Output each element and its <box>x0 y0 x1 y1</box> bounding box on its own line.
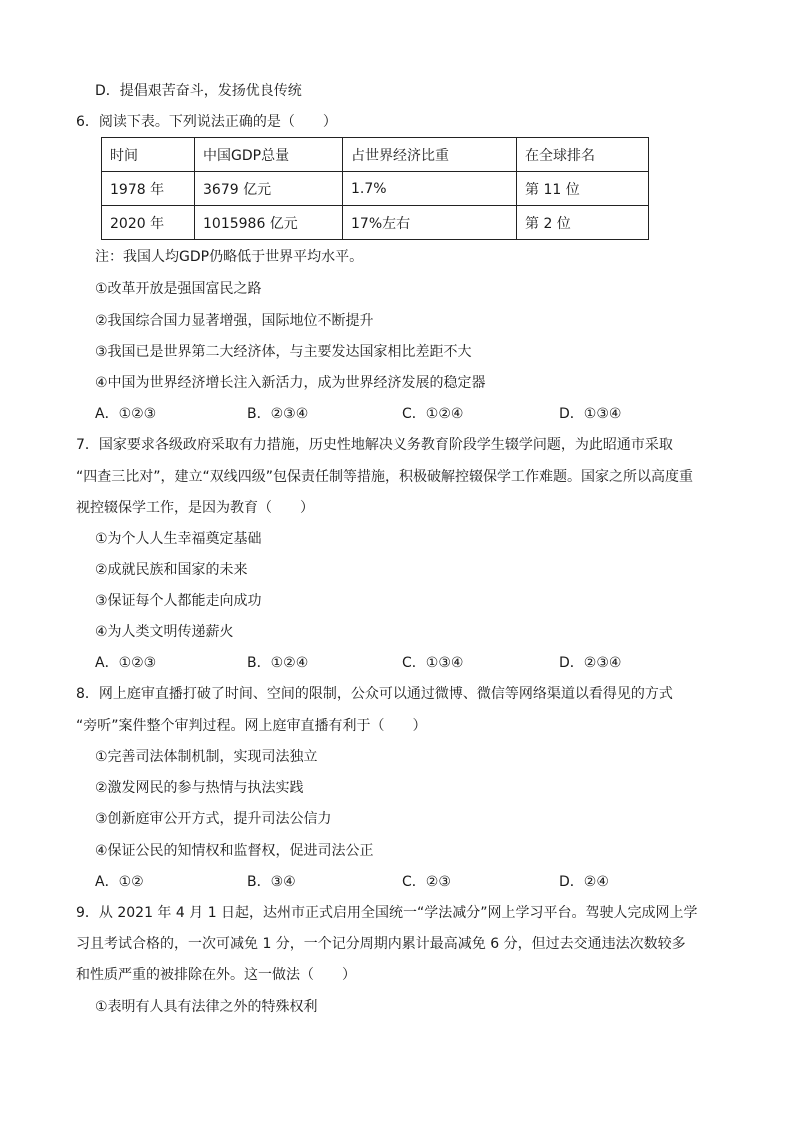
q7-statement-2: ②成就民族和国家的未来 <box>95 562 248 578</box>
choice-a[interactable]: A．①② <box>95 874 144 890</box>
q8-choices <box>95 872 715 892</box>
table-cell: 1978 年 <box>102 172 195 206</box>
q6-choices <box>95 404 715 424</box>
choice-c[interactable]: C．①②④ <box>402 406 464 422</box>
choice-b[interactable]: B．②③④ <box>247 406 309 422</box>
q6-statement-2: ②我国综合国力显著增强，国际地位不断提升 <box>95 313 374 329</box>
q9-statement-1: ①表明有人具有法律之外的特殊权利 <box>95 999 318 1015</box>
q9-stem-line-1: 9．从 2021 年 4 月 1 日起，达州市正式启用全国统一“学法减分”网上学习平台。驾驶人完成网上学 <box>76 905 698 921</box>
choice-b[interactable]: B．③④ <box>247 874 296 890</box>
q6-statement-4: ④中国为世界经济增长注入新活力，成为世界经济发展的稳定器 <box>95 375 486 391</box>
q7-stem-line-1: 7．国家要求各级政府采取有力措施，历史性地解决义务教育阶段学生辍学问题，为此昭通市采取 <box>76 437 673 453</box>
choice-c[interactable]: C．②③ <box>402 874 451 890</box>
table-cell: 1.7% <box>343 172 517 206</box>
table-cell: 第 11 位 <box>517 172 649 206</box>
choice-a[interactable]: A．①②③ <box>95 406 157 422</box>
q7-statement-3: ③保证每个人都能走向成功 <box>95 593 262 609</box>
table-header-cell: 中国GDP总量 <box>195 138 343 172</box>
q6-stem: 6．阅读下表。下列说法正确的是（ ） <box>76 114 337 130</box>
q7-stem-line-2: “四查三比对”，建立“双线四级”包保责任制等措施，积极破解控辍保学工作难题。国家之所以高度重 <box>76 469 694 485</box>
choice-d[interactable]: D．①③④ <box>559 406 622 422</box>
gdp-table <box>101 137 649 240</box>
q8-statement-4: ④保证公民的知情权和监督权，促进司法公正 <box>95 843 374 859</box>
q9-stem-line-3: 和性质严重的被排除在外。这一做法（ ） <box>76 967 356 983</box>
table-cell: 1015986 亿元 <box>195 206 343 240</box>
choice-c[interactable]: C．①③④ <box>402 655 464 671</box>
table-cell: 17%左右 <box>343 206 517 240</box>
table-header-cell: 在全球排名 <box>517 138 649 172</box>
q6-table-note: 注：我国人均GDP仍略低于世界平均水平。 <box>95 249 364 265</box>
q8-stem-line-1: 8．网上庭审直播打破了时间、空间的限制，公众可以通过微博、微信等网络渠道以看得见的方式 <box>76 686 673 702</box>
table-cell: 3679 亿元 <box>195 172 343 206</box>
q8-statement-1: ①完善司法体制机制，实现司法独立 <box>95 749 318 765</box>
choice-d[interactable]: D．②④ <box>559 874 609 890</box>
table-row <box>102 172 649 206</box>
table-header-row <box>102 138 649 172</box>
q6-statement-3: ③我国已是世界第二大经济体，与主要发达国家相比差距不大 <box>95 344 472 360</box>
q5-option-d: D．提倡艰苦奋斗，发扬优良传统 <box>95 83 302 99</box>
q7-choices <box>95 653 715 673</box>
q8-statement-2: ②激发网民的参与热情与执法实践 <box>95 780 304 796</box>
choice-d[interactable]: D．②③④ <box>559 655 622 671</box>
q6-statement-1: ①改革开放是强国富民之路 <box>95 281 262 297</box>
q8-stem-line-2: “旁听”案件整个审判过程。网上庭审直播有利于（ ） <box>76 718 427 734</box>
table-row <box>102 206 649 240</box>
choice-a[interactable]: A．①②③ <box>95 655 157 671</box>
table-header-cell: 时间 <box>102 138 195 172</box>
q8-statement-3: ③创新庭审公开方式，提升司法公信力 <box>95 811 332 827</box>
table-cell: 2020 年 <box>102 206 195 240</box>
q7-statement-4: ④为人类文明传递薪火 <box>95 624 234 640</box>
table-cell: 第 2 位 <box>517 206 649 240</box>
table-header-cell: 占世界经济比重 <box>343 138 517 172</box>
q9-stem-line-2: 习且考试合格的，一次可减免 1 分，一个记分周期内累计最高减免 6 分，但过去交通违法次数较多 <box>76 936 686 952</box>
q7-stem-line-3: 视控辍保学工作，是因为教育（ ） <box>76 500 314 516</box>
q7-statement-1: ①为个人人生幸福奠定基础 <box>95 531 262 547</box>
choice-b[interactable]: B．①②④ <box>247 655 309 671</box>
